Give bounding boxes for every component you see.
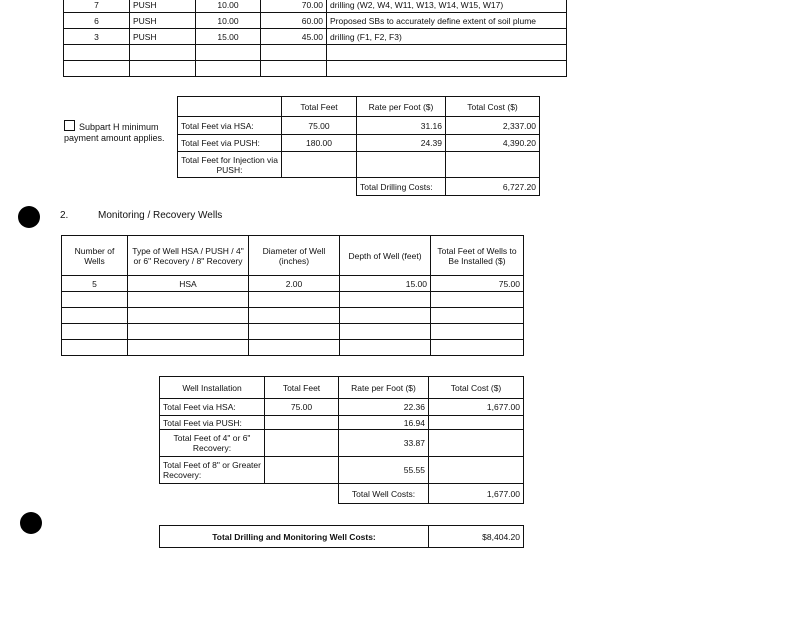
total-label: Total Drilling Costs: [357, 178, 446, 196]
feet-cell: 75.00 [282, 117, 357, 135]
total-value: 1,677.00 [429, 484, 524, 504]
total-cell: 60.00 [261, 13, 327, 29]
depth-cell: 15.00 [196, 29, 261, 45]
table-row [62, 292, 524, 308]
table-row [64, 45, 567, 61]
table-row [160, 430, 524, 457]
note-cell: drilling (F1, F2, F3) [327, 29, 567, 45]
total-row [178, 178, 540, 196]
table-row [62, 324, 524, 340]
column-header: Total Cost ($) [429, 377, 524, 399]
total-cell: 70.00 [261, 0, 327, 13]
column-header: Total Feet [282, 97, 357, 117]
table-row [64, 0, 567, 13]
cost-cell: 4,390.20 [446, 135, 540, 152]
note-cell: drilling (W2, W4, W11, W13, W14, W15, W17) [327, 0, 567, 13]
column-header: Rate per Foot ($) [339, 377, 429, 399]
binder-hole-icon [18, 206, 40, 228]
wells-table [61, 235, 524, 356]
section-number: 2. [60, 210, 69, 221]
grand-total-label: Total Drilling and Monitoring Well Costs: [160, 526, 429, 548]
depth-cell: 10.00 [196, 13, 261, 29]
row-label: Total Feet of 8" or Greater Recovery: [160, 457, 265, 484]
row-label: Total Feet of 4" or 6" Recovery: [160, 430, 265, 457]
row-label: Total Feet via HSA: [160, 399, 265, 416]
well-count-cell: 5 [62, 276, 128, 292]
type-cell: HSA [128, 276, 249, 292]
total-cell: 75.00 [431, 276, 524, 292]
total-cell: 45.00 [261, 29, 327, 45]
well-installation-table [159, 376, 524, 504]
table-row [62, 308, 524, 324]
subpart-h-checkbox[interactable] [64, 120, 174, 144]
note-cell: Proposed SBs to accurately define extent of soil plume [327, 13, 567, 29]
type-cell: PUSH [130, 13, 196, 29]
cost-cell: 1,677.00 [429, 399, 524, 416]
rate-cell: 55.55 [339, 457, 429, 484]
diameter-cell: 2.00 [249, 276, 340, 292]
row-label: Total Feet via PUSH: [178, 135, 282, 152]
column-header: Depth of Well (feet) [340, 236, 431, 276]
table-row [64, 29, 567, 45]
feet-cell: 75.00 [265, 399, 339, 416]
depth-cell: 10.00 [196, 0, 261, 13]
type-cell: PUSH [130, 0, 196, 13]
rate-cell: 22.36 [339, 399, 429, 416]
rate-cell: 33.87 [339, 430, 429, 457]
column-header: Rate per Foot ($) [357, 97, 446, 117]
table-row [160, 416, 524, 430]
feet-cell: 180.00 [282, 135, 357, 152]
row-label: Total Feet via PUSH: [160, 416, 265, 430]
rate-cell: 31.16 [357, 117, 446, 135]
table-row [178, 117, 540, 135]
cost-cell: 2,337.00 [446, 117, 540, 135]
binder-hole-icon [20, 512, 42, 534]
rate-cell: 16.94 [339, 416, 429, 430]
grand-total-table [159, 525, 524, 548]
table-row [178, 152, 540, 178]
table-row [160, 399, 524, 416]
depth-cell: 15.00 [340, 276, 431, 292]
total-value: 6,727.20 [446, 178, 540, 196]
subpart-h-label: Subpart H minimum payment amount applies. [64, 122, 165, 143]
table-row [62, 340, 524, 356]
column-header: Total Cost ($) [446, 97, 540, 117]
section-title: Monitoring / Recovery Wells [98, 210, 223, 221]
column-header: Total Feet of Wells to Be Installed ($) [431, 236, 524, 276]
total-label: Total Well Costs: [339, 484, 429, 504]
column-header: Well Installation [160, 377, 265, 399]
well-count-cell: 3 [64, 29, 130, 45]
row-label: Total Feet via HSA: [178, 117, 282, 135]
table-row [160, 457, 524, 484]
table-row [64, 13, 567, 29]
total-row [160, 484, 524, 504]
column-header: Total Feet [265, 377, 339, 399]
table-row [178, 135, 540, 152]
rate-cell: 24.39 [357, 135, 446, 152]
drilling-summary-table [177, 96, 540, 196]
row-label: Total Feet for Injection via PUSH: [178, 152, 282, 178]
well-count-cell: 6 [64, 13, 130, 29]
column-header: Number of Wells [62, 236, 128, 276]
well-count-cell: 7 [64, 0, 130, 13]
column-header: Diameter of Well (inches) [249, 236, 340, 276]
soil-boring-table [63, 0, 567, 77]
column-header: Type of Well HSA / PUSH / 4" or 6" Recovery / 8" Recovery [128, 236, 249, 276]
type-cell: PUSH [130, 29, 196, 45]
table-row [64, 61, 567, 77]
grand-total-value: $8,404.20 [429, 526, 524, 548]
table-row [62, 276, 524, 292]
checkbox-icon[interactable] [64, 120, 75, 131]
